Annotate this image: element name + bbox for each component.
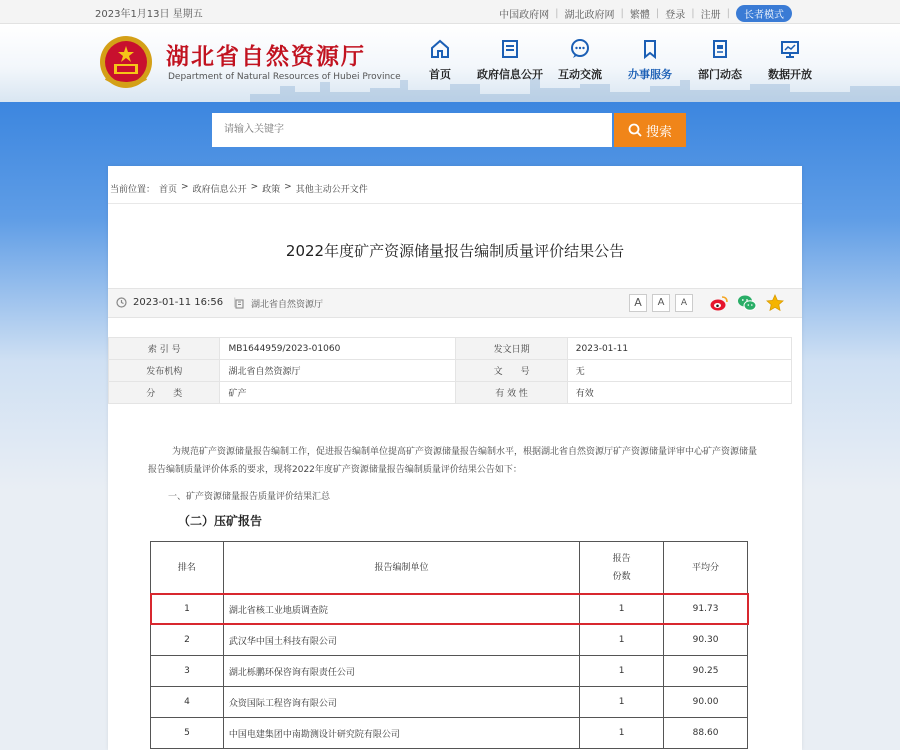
national-emblem-logo[interactable] [98,32,154,92]
table-row [109,338,792,360]
font-size-controls [629,294,693,312]
main-nav [405,38,825,82]
info-key: 发布机构 [109,360,220,382]
info-key: 发文日期 [456,338,567,360]
info-key: 索 引 号 [109,338,220,360]
font-size-medium-button[interactable]: A [652,294,670,312]
top-utility-bar [0,0,900,24]
column-header-unit: 报告编制单位 [223,542,579,594]
count-cell: 1 [580,687,664,718]
info-value: 矿产 [220,382,456,404]
breadcrumb-separator: > [284,182,292,192]
building-icon [234,298,245,309]
unit-cell: 武汉华中国土科技有限公司 [223,625,579,656]
nav-home[interactable] [405,38,475,82]
score-cell: 88.60 [664,718,748,749]
news-icon [709,38,731,60]
wechat-icon[interactable] [737,293,757,313]
publish-time-value: 2023-01-11 16:56 [133,297,224,308]
current-date: 2023年1月13日 星期五 [95,9,203,20]
results-table [150,541,748,749]
elder-mode-button[interactable]: 长者模式 [736,5,792,22]
rank-cell: 1 [151,594,224,625]
count-cell: 1 [580,656,664,687]
info-value: 无 [567,360,791,382]
rank-cell: 5 [151,718,224,749]
link-gov-cn[interactable]: 中国政府网 [499,10,550,21]
count-cell: 1 [580,625,664,656]
breadcrumb-gov-info[interactable]: 政府信息公开 [192,185,247,195]
document-list-icon [499,38,521,60]
table-row [151,687,748,718]
search-icon [628,123,642,137]
count-cell: 1 [580,594,664,625]
site-title[interactable]: 湖北省自然资源厅 [166,43,366,70]
unit-cell: 湖北省核工业地质调查院 [223,594,579,625]
unit-cell: 湖北栎鹏环保咨询有限责任公司 [223,656,579,687]
search-button[interactable] [614,113,686,147]
home-icon [429,38,451,60]
nav-open-data-label: 数据开放 [768,68,812,81]
article-source-value: 湖北省自然资源厅 [251,300,324,310]
share-buttons [709,293,785,313]
nav-dept-news[interactable] [685,38,755,82]
nav-gov-info[interactable] [475,38,545,82]
column-header-rank: 排名 [151,542,224,594]
font-size-large-button[interactable]: A [629,294,647,312]
info-value: 湖北省自然资源厅 [220,360,456,382]
chat-bubble-icon [569,38,591,60]
table-row [109,360,792,382]
unit-cell: 众资国际工程咨询有限公司 [223,687,579,718]
rank-cell: 4 [151,687,224,718]
info-value: 有效 [567,382,791,404]
breadcrumb-separator: > [250,182,259,192]
font-size-small-button[interactable]: A [675,294,693,312]
info-key: 分 类 [109,382,220,404]
search-input[interactable] [212,113,612,147]
document-info-table [108,337,792,404]
link-hubei-gov[interactable]: 湖北政府网 [564,10,615,21]
article-meta-bar [108,288,802,318]
section-heading: 一、矿产资源储量报告质量评价结果汇总 [168,492,331,502]
count-cell: 1 [580,718,664,749]
info-value: 2023-01-11 [567,338,791,360]
weibo-icon[interactable] [709,293,729,313]
publish-time: 2023-01-11 16:56 | [116,297,237,308]
nav-open-data[interactable] [755,38,825,82]
search-button-label: 搜索 [645,124,672,140]
breadcrumb-prefix: 当前位置： [110,185,156,195]
nav-gov-info-label: 政府信息公开 [477,68,543,81]
article-source [234,297,323,310]
link-traditional[interactable]: 繁體 [629,10,650,21]
info-key: 有 效 性 [456,382,567,404]
breadcrumb-policy[interactable]: 政策 [262,185,281,195]
score-cell: 90.00 [664,687,748,718]
monitor-chart-icon [779,38,801,60]
site-subtitle: Department of Natural Resources of Hubei Province [168,72,401,82]
table-row [109,382,792,404]
clock-icon [116,297,127,308]
subsection-heading: （二）压矿报告 [178,514,263,528]
breadcrumb-separator: > [181,182,189,192]
score-cell: 90.25 [664,656,748,687]
table-row [151,594,748,625]
score-cell: 90.30 [664,625,748,656]
column-header-count: 报告 份数 [580,542,664,594]
table-row [151,625,748,656]
bookmark-icon [639,38,661,60]
nav-dept-news-label: 部门动态 [698,68,742,81]
nav-interaction-label: 互动交流 [558,68,602,81]
rank-cell: 3 [151,656,224,687]
site-header [0,24,900,102]
link-register[interactable]: 注册 [700,10,721,21]
info-key: 文 号 [456,360,567,382]
column-header-score: 平均分 [664,542,748,594]
nav-services-label: 办事服务 [628,68,672,81]
article-paragraph: 为规范矿产资源储量报告编制工作，促进报告编制单位提高矿产资源储量报告编制水平，根据湖北省自然资源厅矿产资源储量评审中心矿产资源储量报告编制质量评价体系的要求，现将2022年度矿产资源储量报告编制质量评价结果公告如下： [148,447,758,475]
link-login[interactable]: 登录 [665,10,686,21]
page-title: 2022年度矿产资源储量报告编制质量评价结果公告 [285,242,625,260]
score-cell: 91.73 [664,594,748,625]
nav-home-label: 首页 [429,68,451,81]
top-links: 中国政府网 | 湖北政府网 | 繁體 | 登录 | 注册 | 长者模式 [499,5,792,22]
breadcrumb-other-files[interactable]: 其他主动公开文件 [295,185,368,195]
unit-cell: 中国电建集团中南勘测设计研究院有限公司 [223,718,579,749]
nav-interaction[interactable] [545,38,615,82]
table-row [151,656,748,687]
rank-cell: 2 [151,625,224,656]
table-row [151,718,748,749]
nav-services[interactable] [615,38,685,82]
star-favorite-icon[interactable] [765,293,785,313]
info-value: MB1644959/2023-01060 [220,338,456,360]
breadcrumb-home[interactable]: 首页 [159,185,178,195]
table-header-row [151,542,748,594]
breadcrumb-divider [108,203,802,204]
breadcrumb [110,182,368,195]
